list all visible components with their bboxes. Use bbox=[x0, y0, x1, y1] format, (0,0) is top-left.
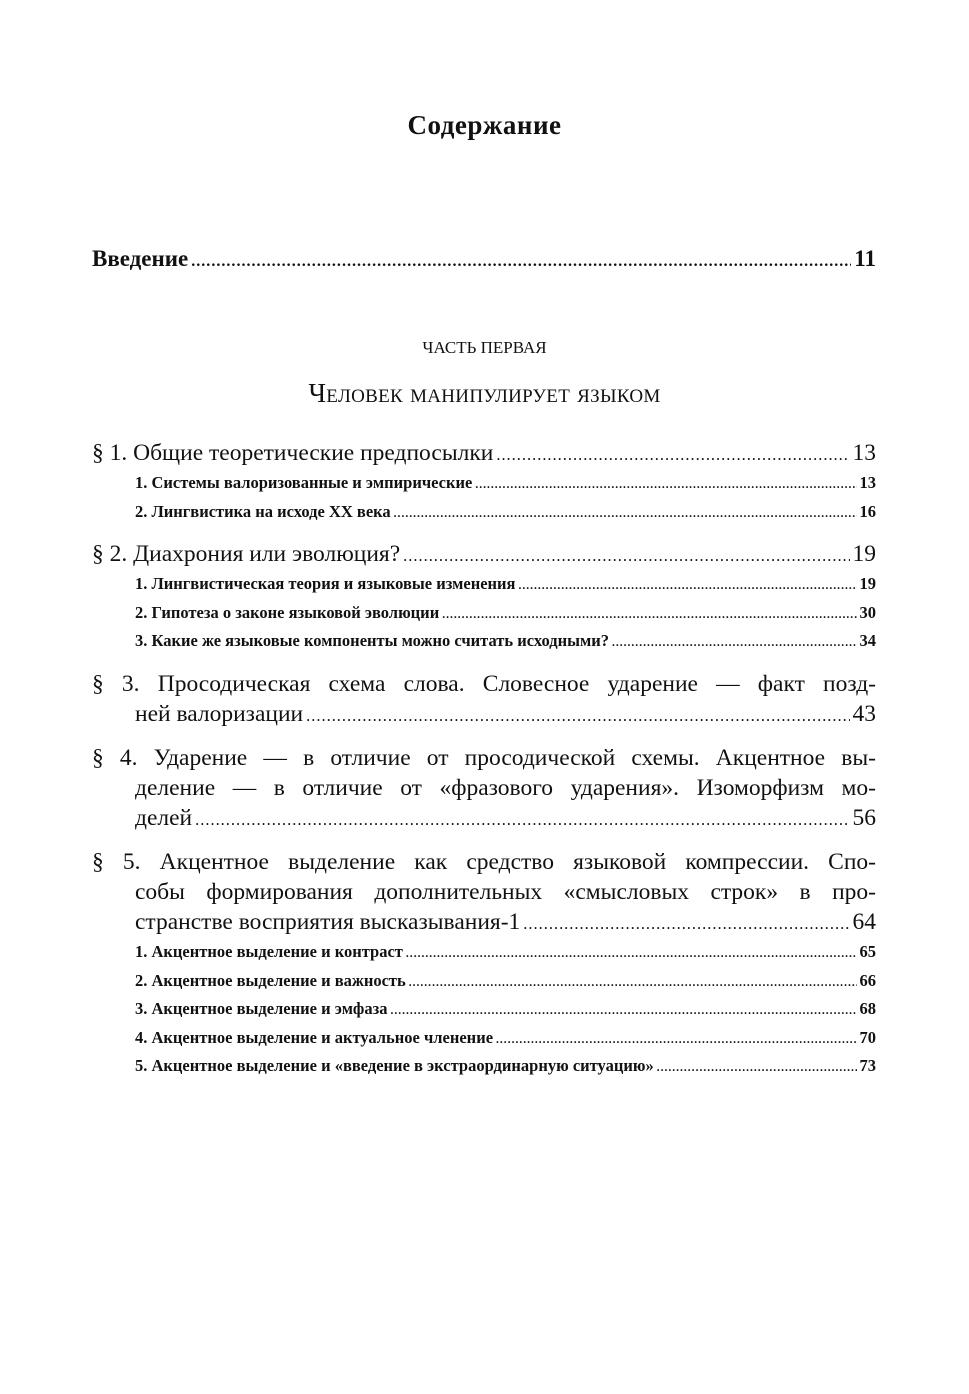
page-number: 65 bbox=[859, 941, 876, 961]
page-number: 13 bbox=[859, 473, 876, 492]
toc-subentry[interactable] bbox=[92, 1025, 876, 1054]
entry-label-line: ней валоризации bbox=[135, 700, 304, 727]
entry-label-line: § 3. Просодическая схема слова. Словесное ударение — факт позд- bbox=[92, 670, 876, 697]
part-label: ЧАСТЬ ПЕРВАЯ bbox=[422, 338, 547, 357]
dot-leader bbox=[406, 942, 857, 968]
page-number: 70 bbox=[859, 1027, 876, 1047]
page-number: 73 bbox=[859, 1056, 876, 1076]
toc-section-4[interactable] bbox=[92, 743, 876, 835]
dot-leader bbox=[191, 253, 851, 271]
dot-leader bbox=[612, 631, 857, 657]
page-number: 64 bbox=[852, 908, 876, 935]
toc-section-1 bbox=[92, 438, 876, 527]
toc-section-3[interactable] bbox=[92, 669, 876, 731]
toc-subentry[interactable] bbox=[92, 600, 876, 629]
page-number: 16 bbox=[859, 501, 876, 521]
dot-leader bbox=[394, 502, 857, 528]
entry-label-line: деление — в отличие от «фразового ударения». Изоморфизм мо- bbox=[135, 774, 876, 801]
toc-entry[interactable] bbox=[92, 847, 876, 939]
entry-label: Введение bbox=[92, 246, 189, 271]
dot-leader bbox=[195, 805, 849, 835]
toc-entry[interactable] bbox=[92, 438, 876, 470]
entry-label-line: § 4. Ударение — в отличие от просодической схемы. Акцентное вы- bbox=[92, 744, 876, 771]
toc-subentry[interactable] bbox=[92, 571, 876, 600]
entry-label-line: делей bbox=[135, 804, 193, 831]
part-heading: Человек манипулирует языком bbox=[308, 378, 661, 408]
entry-label-line: § 5. Акцентное выделение как средство языковой компрессии. Спо- bbox=[92, 848, 876, 875]
page-number: 56 bbox=[852, 804, 876, 831]
table-of-contents bbox=[92, 438, 876, 1094]
entry-label: § 2. Диахрония или эволюция? bbox=[92, 541, 401, 568]
entry-label: 2. Акцентное выделение и важность bbox=[135, 970, 406, 990]
dot-leader bbox=[657, 1056, 857, 1082]
entry-label: 1. Акцентное выделение и контраст bbox=[135, 941, 403, 961]
dot-leader bbox=[442, 603, 856, 629]
dot-leader bbox=[475, 473, 856, 499]
entry-label: 3. Какие же языковые компоненты можно считать исходными? bbox=[135, 631, 609, 651]
toc-subentry[interactable] bbox=[92, 939, 876, 968]
toc-entry-introduction[interactable] bbox=[92, 246, 876, 272]
entry-label: 3. Акцентное выделение и эмфаза bbox=[135, 999, 388, 1019]
page-number: 19 bbox=[859, 574, 876, 594]
page-number: 68 bbox=[859, 999, 876, 1019]
toc-subentry[interactable] bbox=[92, 996, 876, 1025]
toc-entry[interactable] bbox=[92, 539, 876, 571]
page-number: 11 bbox=[854, 246, 876, 271]
entry-label: 1. Системы валоризованные и эмпирические bbox=[135, 473, 473, 492]
dot-leader bbox=[403, 541, 849, 571]
toc-subentry[interactable] bbox=[92, 470, 876, 499]
dot-leader bbox=[523, 909, 849, 939]
toc-section-5 bbox=[92, 847, 876, 1082]
page-title: Содержание bbox=[407, 110, 562, 140]
dot-leader bbox=[409, 971, 857, 997]
page-number: 43 bbox=[852, 700, 876, 727]
toc-subentry[interactable] bbox=[92, 1053, 876, 1082]
toc-subentry[interactable] bbox=[92, 968, 876, 997]
page-number: 13 bbox=[852, 440, 876, 466]
dot-leader bbox=[390, 999, 856, 1025]
dot-leader bbox=[518, 574, 856, 600]
page-number: 34 bbox=[859, 631, 876, 651]
dot-leader bbox=[496, 1028, 856, 1054]
entry-label: 4. Акцентное выделение и актуальное членение bbox=[135, 1027, 494, 1047]
entry-label-line: странстве восприятия высказывания-1 bbox=[135, 908, 521, 935]
page-number: 19 bbox=[852, 541, 876, 568]
dot-leader bbox=[306, 701, 849, 731]
entry-label: 2. Гипотеза о законе языковой эволюции bbox=[135, 602, 440, 622]
entry-label: 5. Акцентное выделение и «введение в экстраординарную ситуацию» bbox=[135, 1056, 654, 1076]
page-number: 66 bbox=[859, 970, 876, 990]
entry-label: 1. Лингвистическая теория и языковые изменения bbox=[135, 574, 516, 594]
page-number: 30 bbox=[859, 602, 876, 622]
toc-subentry[interactable] bbox=[92, 499, 876, 528]
toc-subentry[interactable] bbox=[92, 628, 876, 657]
dot-leader bbox=[496, 440, 849, 470]
toc-section-2 bbox=[92, 539, 876, 657]
entry-label: § 1. Общие теоретические предпосылки bbox=[92, 440, 494, 466]
entry-label: 2. Лингвистика на исходе XX века bbox=[135, 501, 391, 521]
entry-label-line: собы формирования дополнительных «смысловых строк» в про- bbox=[135, 878, 876, 905]
